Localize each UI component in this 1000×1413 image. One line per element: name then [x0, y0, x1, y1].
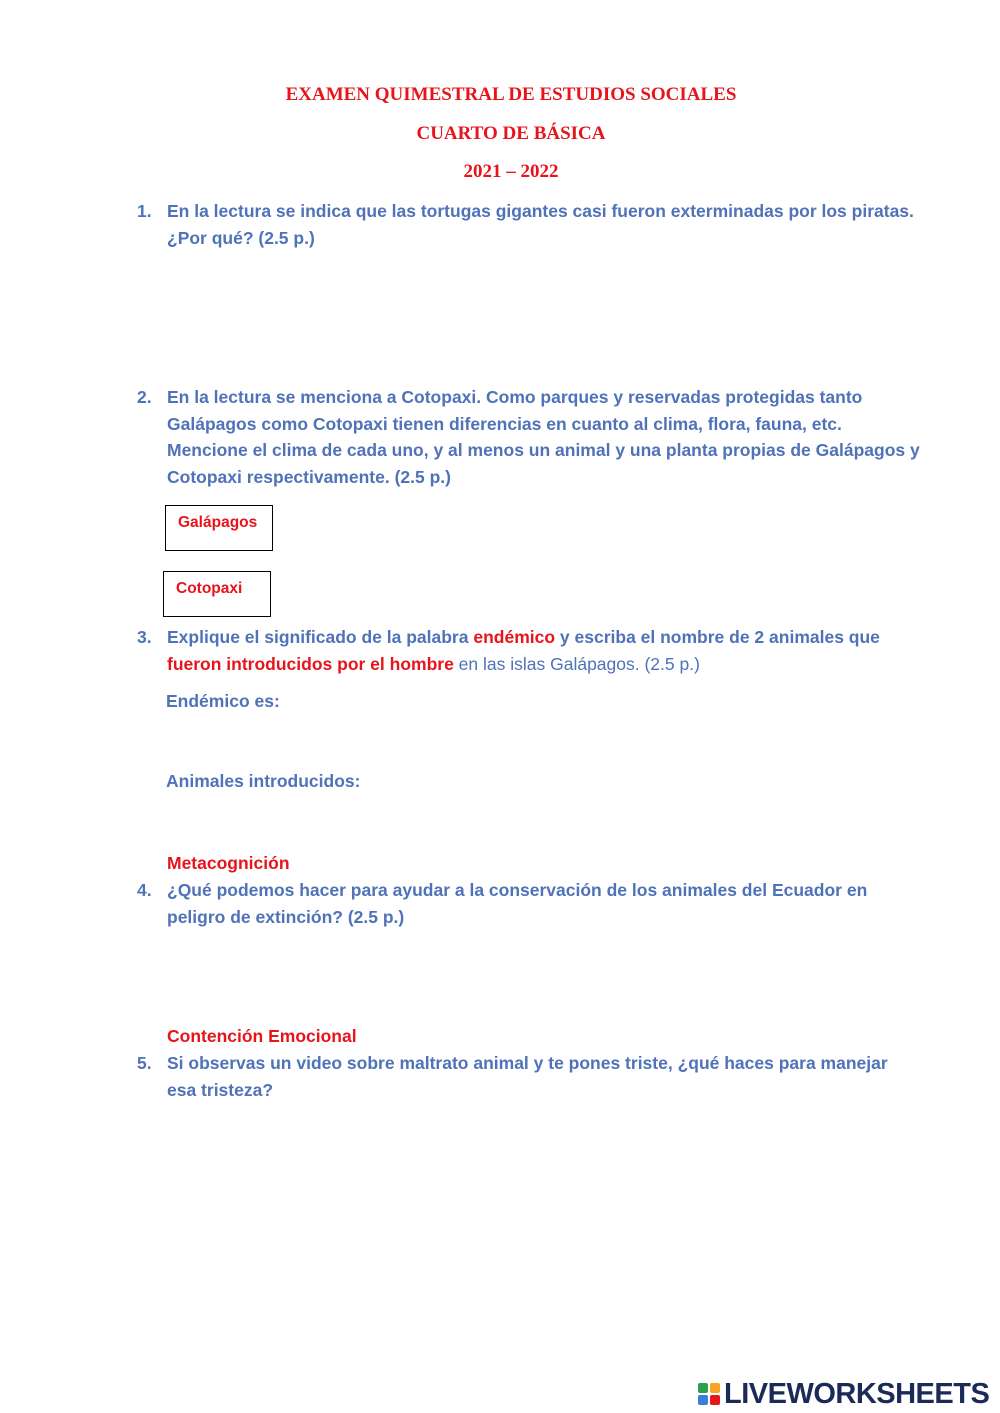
highlight-endemico: endémico [473, 627, 556, 647]
liveworksheets-brand: LIVEWORKSHEETS [724, 1377, 990, 1410]
question-number: 3. [137, 627, 152, 647]
question-number: 4. [137, 880, 152, 900]
galapagos-answer-box[interactable] [165, 505, 273, 551]
cotopaxi-label: Cotopaxi [176, 580, 243, 597]
logo-square-v [698, 1395, 708, 1405]
question-number: 5. [137, 1053, 152, 1073]
galapagos-label: Galápagos [178, 514, 258, 531]
question-text: Si observas un video sobre maltrato animal y te pones triste, ¿qué haces para manejar esa tristeza? [167, 1053, 888, 1100]
exam-year: 2021 – 2022 [463, 161, 559, 182]
logo-square-l [698, 1383, 708, 1393]
logo-square-e [710, 1395, 720, 1405]
cotopaxi-answer-box[interactable] [163, 571, 271, 617]
highlight-introducidos: fueron introducidos por el hombre [167, 653, 454, 674]
exam-title: EXAMEN QUIMESTRAL DE ESTUDIOS SOCIALES [285, 84, 737, 105]
question-text: En la lectura se menciona a Cotopaxi. Como parques y reservadas protegidas tanto Galápagos como Cotopaxi tienen diferencias en cuanto al clima, flora, fauna, etc. Mencione el clima de cada uno, y al menos un animal y una planta propias de Galápagos y Cotopaxi respectivamente. (2.5 p.) [167, 387, 920, 487]
animales-prompt: Animales introducidos: [166, 771, 361, 791]
question-number: 1. [137, 201, 152, 221]
question-text: En la lectura se indica que las tortugas gigantes casi fueron exterminadas por los piratas. ¿Por qué? (2.5 p.) [167, 201, 914, 248]
logo-square-i [710, 1383, 720, 1393]
exam-grade: CUARTO DE BÁSICA [416, 123, 606, 144]
liveworksheets-logo [698, 1378, 989, 1410]
section-metacognicion: Metacognición [167, 853, 290, 873]
question-number: 2. [137, 387, 152, 407]
question-text: ¿Qué podemos hacer para ayudar a la conservación de los animales del Ecuador en peligro de extinción? (2.5 p.) [167, 880, 868, 927]
liveworksheets-logo-icon [698, 1383, 720, 1405]
question-text: Explique el significado de la palabra endémico y escriba el nombre de 2 animales que fueron introducidos por el hombre en las islas Galápagos. (2.5 p.) [167, 627, 880, 674]
endemico-prompt: Endémico es: [166, 691, 280, 711]
section-contencion-emocional: Contención Emocional [167, 1026, 357, 1046]
